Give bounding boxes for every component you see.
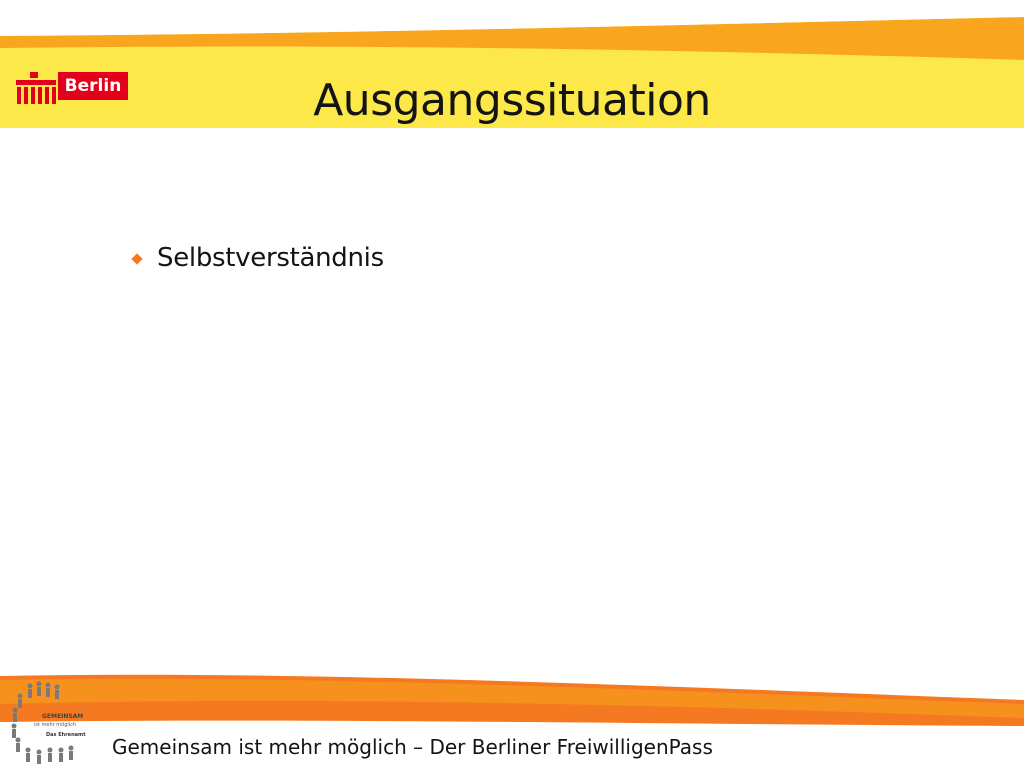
slide-title: Ausgangssituation xyxy=(313,75,711,126)
gemeinsam-logo-line3: Das Ehrenamt xyxy=(46,732,86,738)
gemeinsam-logo-line1: GEMEINSAM xyxy=(42,713,84,720)
berlin-logo xyxy=(14,72,128,106)
bullet-item xyxy=(130,238,384,278)
gemeinsam-logo xyxy=(6,680,90,766)
diamond-bullet-icon xyxy=(131,253,142,264)
bullet-list xyxy=(130,238,384,278)
brandenburg-gate-icon xyxy=(14,72,58,106)
berlin-logo-text: Berlin xyxy=(58,72,128,100)
bullet-label: Selbstverständnis xyxy=(157,243,384,273)
footer-text: Gemeinsam ist mehr möglich – Der Berliner FreiwilligenPass xyxy=(112,735,713,759)
gemeinsam-logo-line2: ist mehr möglich xyxy=(34,722,77,728)
